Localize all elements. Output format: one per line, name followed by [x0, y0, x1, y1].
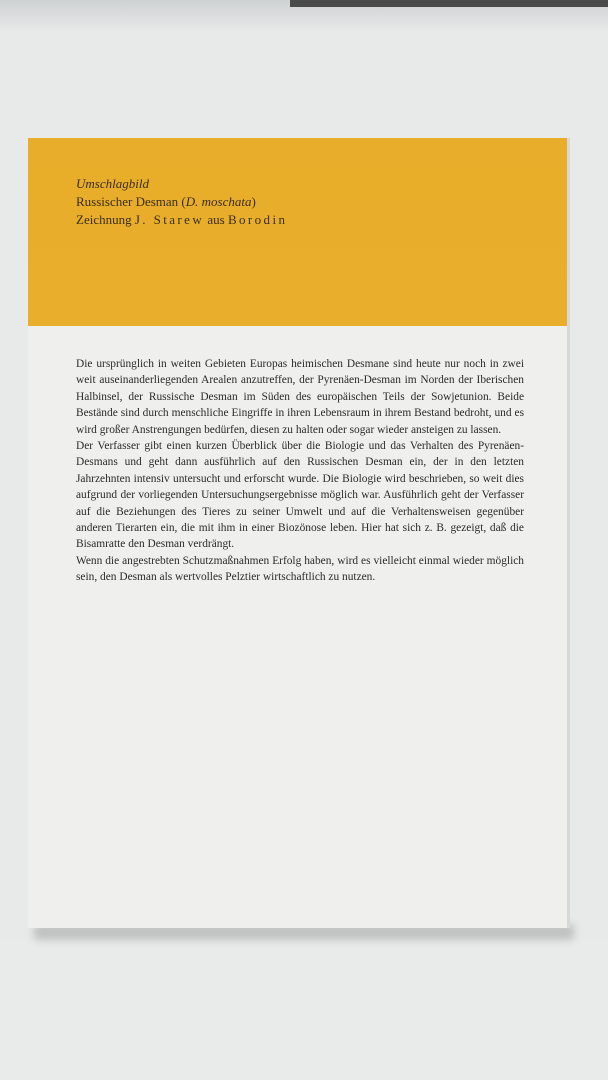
author-name: J. Starew	[134, 212, 205, 227]
blurb-paragraph: Wenn die angestrebten Schutzmaßnahmen Erfolg haben, wird es vielleicht einmal wieder möglich sein, den Desman als wertvolles Pelztier wirtschaftlich zu nutzen.	[76, 554, 524, 584]
blurb-paragraph: Der Verfasser gibt einen kurzen Überblick über die Biologie und das Verhalten des Pyrenäen-Desmans und geht dann ausführlich auf den Russischen Desman ein, der in den letzten Jahrzehnten intensiv untersucht und erforscht wurde. Die Biologie wird beschrieben, so weit dies aufgrund der vorliegenden Untersuchungsergebnisse möglich war. Ausführlich geht der Verfasser auf die Beziehungen des Tieres zu seiner Umwelt und auf die Verhaltensweisen gegenüber anderen Tierarten ein, die mit ihm in einer Biozönose leben. Hier hat sich z. B. gezeigt, daß die Bisamratte den Desman verdrängt.	[76, 440, 524, 551]
cover-caption	[76, 175, 287, 229]
background-surface	[0, 940, 608, 1080]
cover-yellow-band	[28, 138, 567, 326]
species-name: D. moschata	[185, 194, 252, 209]
caption-title: Umschlagbild	[76, 176, 149, 191]
caption-line-species: Russischer Desman (D. moschata)	[76, 194, 256, 209]
dark-edge-top	[290, 0, 608, 7]
source-name: Borodin	[227, 212, 288, 227]
book-back-cover	[28, 138, 570, 928]
blurb-paragraph: Die ursprünglich in weiten Gebieten Europas heimischen Desmane sind heute nur noch in zwei weit auseinanderliegenden Arealen anzutreffen, der Pyrenäen-Desman im Norden der Iberischen Halbinsel, der Russische Desman im Süden des europäischen Teils der Sowjetunion. Beide Bestände sind durch menschliche Eingriffe in ihren Lebensraum in ihrem Bestand bedroht, und es wird großer Anstrengungen bedürfen, diesen zu halten oder sogar wieder ansteigen zu lassen.	[76, 358, 524, 436]
caption-line-credit: Zeichnung J. Starew aus Borodin	[76, 212, 288, 227]
blurb-text	[76, 356, 524, 586]
